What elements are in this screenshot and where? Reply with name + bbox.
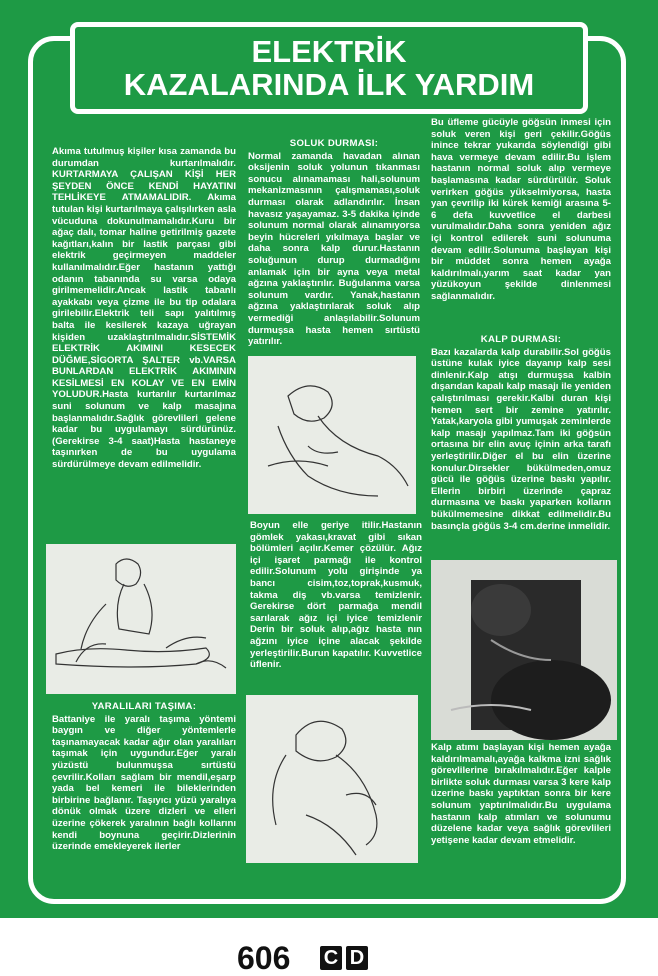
mouth-to-mouth-drawing [246,695,418,863]
title-line-1: ELEKTRİK [251,34,407,69]
left-transport [52,701,236,853]
intro-text: Akıma tutulmuş kişiler kısa zamanda bu durumdan kurtarılmalıdır. KURTARMAYA ÇALIŞAN KİŞİ HER ŞEYDEN ÖNCE KENDİ HAYATINI TEHLİKEYE ATMAMALIDIR. Akıma tutulan kişi kurtarılmaya çalışılırken asla vücuduna dokunulmamalıdır.Kuru bir ağaç dalı, tomar haline getirilmiş gazete kağıtları,kalın bir lastik parçası gibi elektrik geçirmeyen maddeler kullanılmalıdır.Eğer hastanın yattığı odanın tabanında su varsa odaya girilmemelidir.Ancak lastik tabanlı ayakkabı veya çizme ile bu tip odalara girilebilir.Elektrik teli sapı yalıtılmış balta ile kesilerek kazaya uğrayan kişiden uzaklaştırılmalıdır.SİSTEMİK ELEKTRİK AKIMINI KESECEK DÜĞME,SİGORTA ŞALTER vb.VARSA BUNLARDAN ELEKTRİK AKIMININ KESİLMESİ EN KOLAY VE EN EMİN YOLUDUR.Hasta kurtarılır kurtarılmaz suni solunum ve kalp masajına başlanmalıdır.Sağlık görevlileri gelene kadar bu uygulamayı sürdürünüz.(Gerekirse 3-4 saat)Hasta hastaneye taşınırken de bu uygulama sürdürülmeye devam edilmelidir. [52,146,236,471]
rescue-illustration [46,544,236,694]
breathing-check-drawing [248,356,416,514]
airway-text: Boyun elle geriye itilir.Hastanın gömlek yakası,kravat gibi sıkan bölümleri açılır.Kemer çözülür. Ağız içi işaret parmağı ile kontrol edilir.Solunum yolu girişinde ya bancı cisim,toz,toprak,kusmuk, takma diş vb.varsa temizlenir. Gerekirse dört parmağa mendil sarılarak ağız içi iyice temizlenir Derin bir soluk alıp,ağız hasta nın ağzını iyice içine alacak şekilde yerleştirilir.Burun kapatılır. Kuvvetlice üflenir. [250,520,422,671]
product-code: 606 [237,940,291,976]
middle-airway [250,520,422,671]
after-text: Kalp atımı başlayan kişi hemen ayağa kaldırılmamalı,ayağa kalkma izni sağlık görevlilerine bırakılmalıdır.Eğer kalple birlikte soluk durması varsa 3 kere kalp üzerine baskı yaptıktan sonra bir kere solunum yaptırılmalıdır.Bu uygulama hastanın kalp atımları ve solunumu düzelene kadar veya sağlık görevlileri yetişene kadar devam etmelidir. [431,742,611,846]
right-heart [431,334,611,532]
middle-breathing [248,138,420,348]
right-blowing [431,117,611,303]
blowing-text: Bu üfleme gücüyle göğsün inmesi için soluk veren kişi geri çekilir.Göğüs inince tekrar yukarıda söylendiği gibi hava vermeye devam edilir.Bu işlem hastanın normal soluk alıp vermeye başlamasına kadar sürdürülür. Soluk verirken göğüs yükselmiyorsa, hasta yan çevrilip iki kürek kemiği arasına 5-6 defa kuvvetlice el darbesi vurulmalıdır.Daha sonra yeniden ağız içi kontrol edilerek suni solunuma devam edilir.Solunuma başlayan kişi bir müddet sonra hemen ayağa kaldırılmalı,yarım saat kadar yan yüzükoyun şekilde dinlenmesi sağlanmalıdır. [431,117,611,302]
badge-d: D [346,946,368,970]
transport-text: Battaniye ile yaralı taşıma yöntemi baygın ve diğer yöntemlerle taşınamayacak kadar ağır olan yaralıları taşımak için uygundur.Eğer yaralı yüzüstü bulunmuşsa sırtüstü çevrilir.Kolları sağlam bir mendil,eşarp yada bel kemeri ile bileklerinden birbirine bağlanır. Taşıyıcı yüzü yaralıya dönük olmak üzere dizleri ve elleri üzerine çökerek yaralının bağlı kollarını kendi boynuna geçirir.Dizlerinin üzerinde emekleyerek ilerler [52,713,236,853]
breathing-text: Normal zamanda havadan alınan oksijenin soluk yolunun tıkanması sonucu alınamaması hali,solunum mekanizmasının çalışmaması,soluk durması olarak adlandırılır. İnsan havasız yaşayamaz. 3-5 dakika içinde solunum normal olarak alınamıyorsa beyin hücreleri yıkılmaya başlar ve daha sonra kalp durur.Hastanın soluğunun durup durmadığını anlamak için bir ayna veya metal ağzına yaklaştırılır. Buğulanma varsa solunum vardır. Yanak,hastanın ağzına yaklaştırılarak soluk alıp vermediği anlaşılabilir.Solunum durmuşsa hasta hemen sırtüstü yatırılır. [248,150,420,348]
breathing-check-illustration [248,356,416,514]
title-line-2: KAZALARINDA İLK YARDIM [123,67,535,102]
heart-text: Bazı kazalarda kalp durabilir.Sol göğüs üstüne kulak iyice dayanıp kalp sesi dinlenir.Kalp atışı durmuşsa kalbin dışarıdan kapalı kalp masajı ile yeniden çalıştırılması gerekir.Kalbi duran kişi hemen sert bir zemine yatırılır. Yatak,karyola gibi yumuşak zeminlerde kalp masajı yapılmaz.Tam iki göğsün ortasına bir elin avuç içinin arka tarafı yerleştirilir.Diğer el bu elin üzerine konulur.Dirsekler bükülmeden,omuz gücü ile göğüs üzerine baskı yapılır. Ellerin birbiri üzerinde çapraz durmasına ve baskı yaparken kolların bükülmemesine dikkat edilmelidir.Bu basınçla göğüs 3-4 cm.derine inmelidir. [431,346,611,532]
cpr-drawing [431,560,617,740]
mouth-to-mouth-illustration [246,695,418,863]
badge-c: C [320,946,342,970]
transport-heading: YARALILARI TAŞIMA: [91,701,197,712]
breathing-heading: SOLUK DURMASI: [289,138,379,149]
rescue-drawing [46,544,236,694]
heart-heading: KALP DURMASI: [480,334,562,345]
cpr-illustration [431,560,617,740]
poster-title [70,22,588,114]
left-intro [52,146,236,471]
right-after [431,742,611,846]
